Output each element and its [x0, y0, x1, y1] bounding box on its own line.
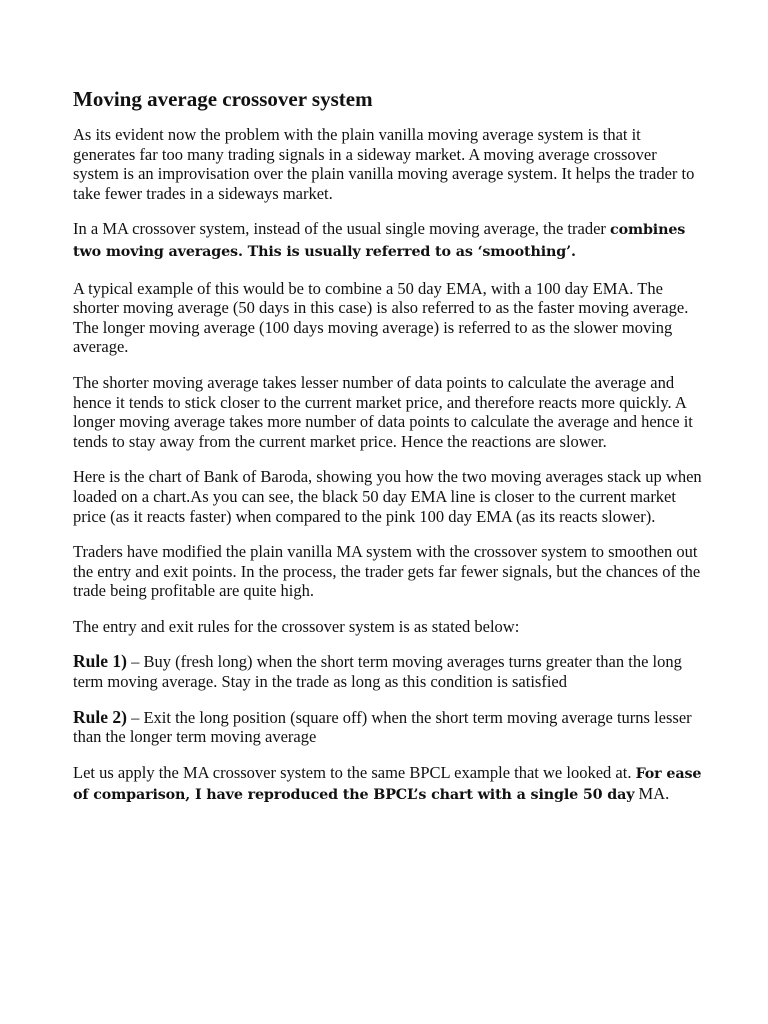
document-page	[73, 86, 703, 822]
paragraph-bpcl	[73, 763, 703, 806]
paragraph-ema-example: A typical example of this would be to combine a 50 day EMA, with a 100 day EMA. The shorter moving average (50 days in this case) is also referred to as the faster moving average. The longer moving average (100 days moving average) is referred to as the slower moving average.	[73, 278, 689, 357]
paragraph-intro: As its evident now the problem with the plain vanilla moving average system is that it generates far too many trading signals in a sideway market. A moving average crossover system is an improvisation over the plain vanilla moving average system. It helps the trader to take fewer trades in a sideways market.	[73, 125, 695, 203]
paragraph-bank-of-baroda: Here is the chart of Bank of Baroda, showing you how the two moving averages stack up when loaded on a chart.As you can see, the black 50 day EMA line is closer to the current market price (as it reacts faster) when compared to the pink 100 day EMA (as its reacts slower).	[73, 467, 702, 526]
rule-2-label: Rule 2)	[73, 706, 127, 727]
paragraph-bpcl-bold: For ease of comparison, I have reproduced the BPCL’s chart with a single 50 day	[73, 765, 702, 804]
paragraph-crossover-definition	[73, 219, 703, 262]
paragraph-rules-intro: The entry and exit rules for the crossover system is as stated below:	[73, 616, 520, 636]
rule-1-label: Rule 1)	[73, 651, 127, 672]
rule-1	[73, 652, 703, 691]
rule-2-text: – Exit the long position (square off) when the short term moving average turns lesser than the longer term moving average	[73, 707, 692, 747]
paragraph-crossover-bold: combines two moving averages. This is usually referred to as ‘smoothing’.	[73, 222, 686, 260]
rule-2	[73, 708, 703, 747]
paragraph-fast-slow: The shorter moving average takes lesser number of data points to calculate the average and hence it tends to stick closer to the current market price, and therefore reacts more quickly. A longer moving average takes more number of data points to calculate the average and hence it tends to stay away from the current market price. Hence the reactions are slower.	[73, 372, 693, 451]
rule-1-text: – Buy (fresh long) when the short term moving averages turns greater than the long term moving average. Stay in the trade as long as this condition is satisfied	[73, 652, 682, 692]
document-title: Moving average crossover system	[73, 87, 373, 111]
paragraph-crossover-lead: In a MA crossover system, instead of the usual single moving average, the trader	[73, 219, 611, 239]
paragraph-bpcl-lead: Let us apply the MA crossover system to the same BPCL example that we looked at.	[73, 762, 636, 782]
paragraph-traders-modified: Traders have modified the plain vanilla MA system with the crossover system to smoothen out the entry and exit points. In the process, the trader gets far fewer signals, but the chances of the trade being profitable are quite high.	[73, 542, 701, 601]
paragraph-bpcl-tail: MA.	[634, 784, 670, 804]
